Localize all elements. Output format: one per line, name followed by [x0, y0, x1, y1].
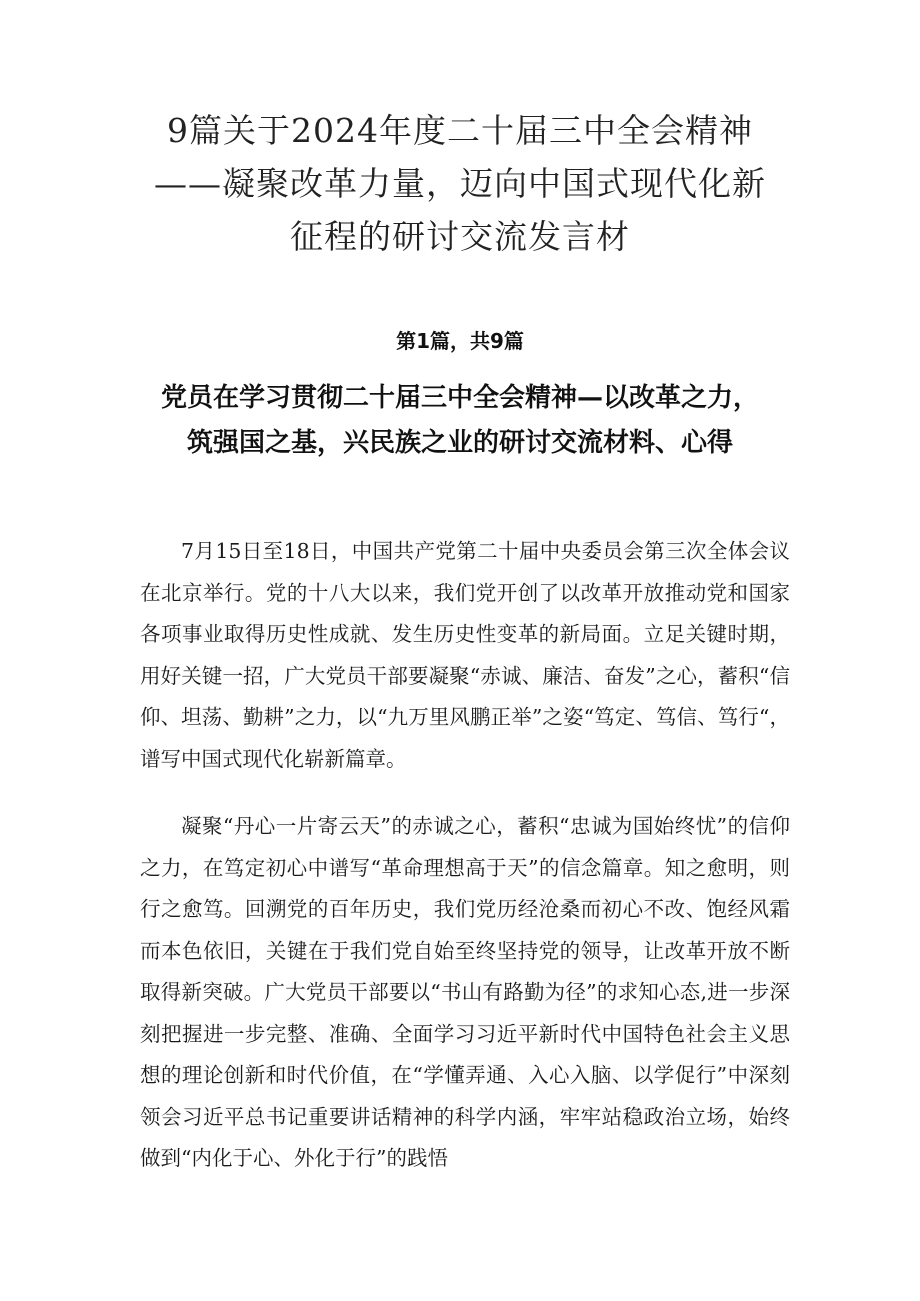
body-paragraph: 7月15日至18日，中国共产党第二十届中央委员会第三次全体会议在北京举行。党的十八大以来，我们党开创了以改革开放推动党和国家各项事业取得历史性成就、发生历史性变革的新局面。立足关键时期，用好关键一招，广大党员干部要凝聚“赤诚、廉洁、奋发”之心，蓄积“信仰、坦荡、勤耕”之力，以“九万里风鹏正举”之姿“笃定、笃信、笃行“，谱写中国式现代化崭新篇章。 [140, 539, 790, 771]
part-label: 第1篇，共9篇 [396, 329, 524, 353]
article-title: 党员在学习贯彻二十届三中全会精神—以改革之力，筑强国之基，兴民族之业的研讨交流材料、心得 [160, 383, 759, 458]
document-title: 9篇关于2024年度二十届三中全会精神——凝聚改革力量，迈向中国式现代化新征程的研讨交流发言材 [154, 111, 766, 256]
body-paragraph: 凝聚“丹心一片寄云天”的赤诚之心，蓄积“忠诚为国始终忧”的信仰之力，在笃定初心中谱写“革命理想高于天”的信念篇章。知之愈明，则行之愈笃。回溯党的百年历史，我们党历经沧桑而初心不改、饱经风霜而本色依旧，关键在于我们党自始至终坚持党的领导，让改革开放不断取得新突破。广大党员干部要以“书山有路勤为径”的求知心态,进一步深刻把握进一步完整、准确、全面学习习近平新时代中国特色社会主义思想的理论创新和时代价值，在“学懂弄通、入心入脑、以学促行”中深刻领会习近平总书记重要讲话精神的科学内涵，牢牢站稳政治立场，始终做到“内化于心、外化于行”的践悟 [140, 814, 790, 1170]
